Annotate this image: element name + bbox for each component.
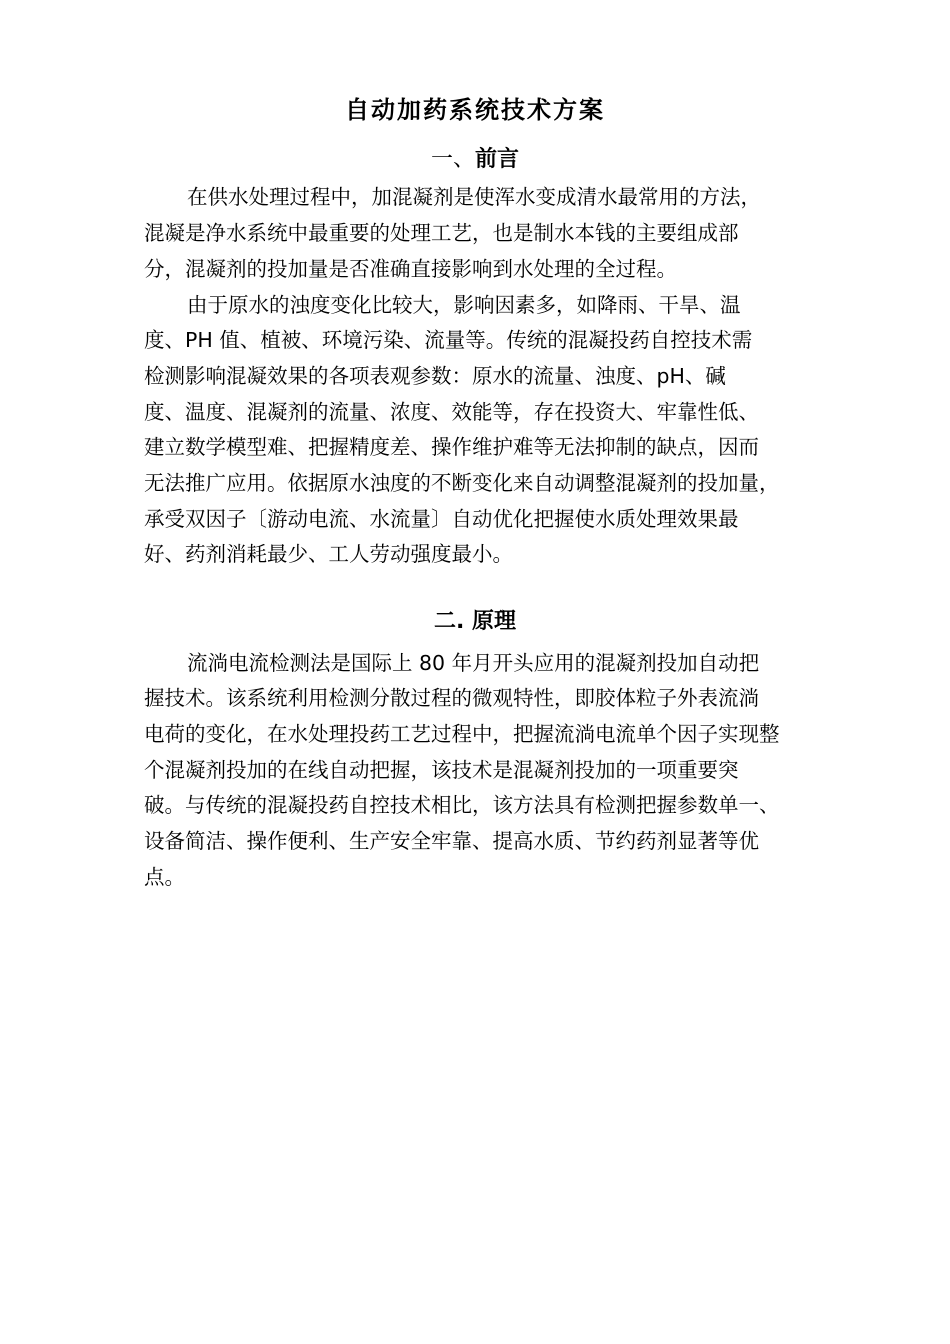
paragraph-line: 检测影响混凝效果的各项表观参数：原水的流量、浊度、pH、碱 (144, 364, 726, 388)
section-heading-preface (0, 144, 950, 176)
paragraph-line: 个混凝剂投加的在线自动把握，该技术是混凝剂投加的一项重要突 (144, 758, 739, 782)
section-heading-principle (0, 606, 950, 638)
paragraph-line: 好、药剂消耗最少、工人劳动强度最小。 (144, 542, 513, 566)
section-title: . 原理 (455, 609, 517, 634)
paragraph-line: 度、温度、混凝剂的流量、浓度、效能等，存在投资大、牢靠性低、 (144, 400, 759, 424)
paragraph-line: 电荷的变化，在水处理投药工艺过程中，把握流淌电流单个因子实现整 (144, 722, 780, 746)
paragraph-line: 设备简洁、操作便利、生产安全牢靠、提高水质、节约药剂显著等优 (144, 829, 759, 853)
paragraph-line: 建立数学模型难、把握精度差、操作维护难等无法抑制的缺点，因而 (144, 435, 759, 459)
paragraph-line: 承受双因子〔游动电流、水流量〕自动优化把握使水质处理效果最 (144, 507, 739, 531)
paragraph-line: 度、PH 值、植被、环境污染、流量等。传统的混凝投药自控技术需 (144, 328, 753, 352)
section-number: 一、 (430, 147, 475, 172)
section-title: 前言 (475, 147, 520, 172)
paragraph-line: 无法推广应用。依据原水浊度的不断变化来自动调整混凝剂的投加量， (144, 471, 780, 495)
paragraph-line: 混凝是净水系统中最重要的处理工艺，也是制水本钱的主要组成部 (144, 221, 739, 245)
document-title: 自动加药系统技术方案 (345, 96, 605, 124)
paragraph-line: 由于原水的浊度变化比较大，影响因素多，如降雨、干旱、温 (187, 293, 741, 317)
section-number: 二 (433, 609, 456, 634)
paragraph-line: 分，混凝剂的投加量是否准确直接影响到水处理的全过程。 (144, 257, 677, 281)
paragraph-line: 握技术。该系统利用检测分散过程的微观特性，即胶体粒子外表流淌 (144, 686, 759, 710)
paragraph-line: 点。 (144, 865, 185, 889)
paragraph-line: 流淌电流检测法是国际上 80 年月开头应用的混凝剂投加自动把 (187, 651, 760, 675)
paragraph-line: 在供水处理过程中，加混凝剂是使浑水变成清水最常用的方法， (187, 185, 761, 209)
paragraph-line: 破。与传统的混凝投药自控技术相比，该方法具有检测把握参数单一、 (144, 793, 780, 817)
